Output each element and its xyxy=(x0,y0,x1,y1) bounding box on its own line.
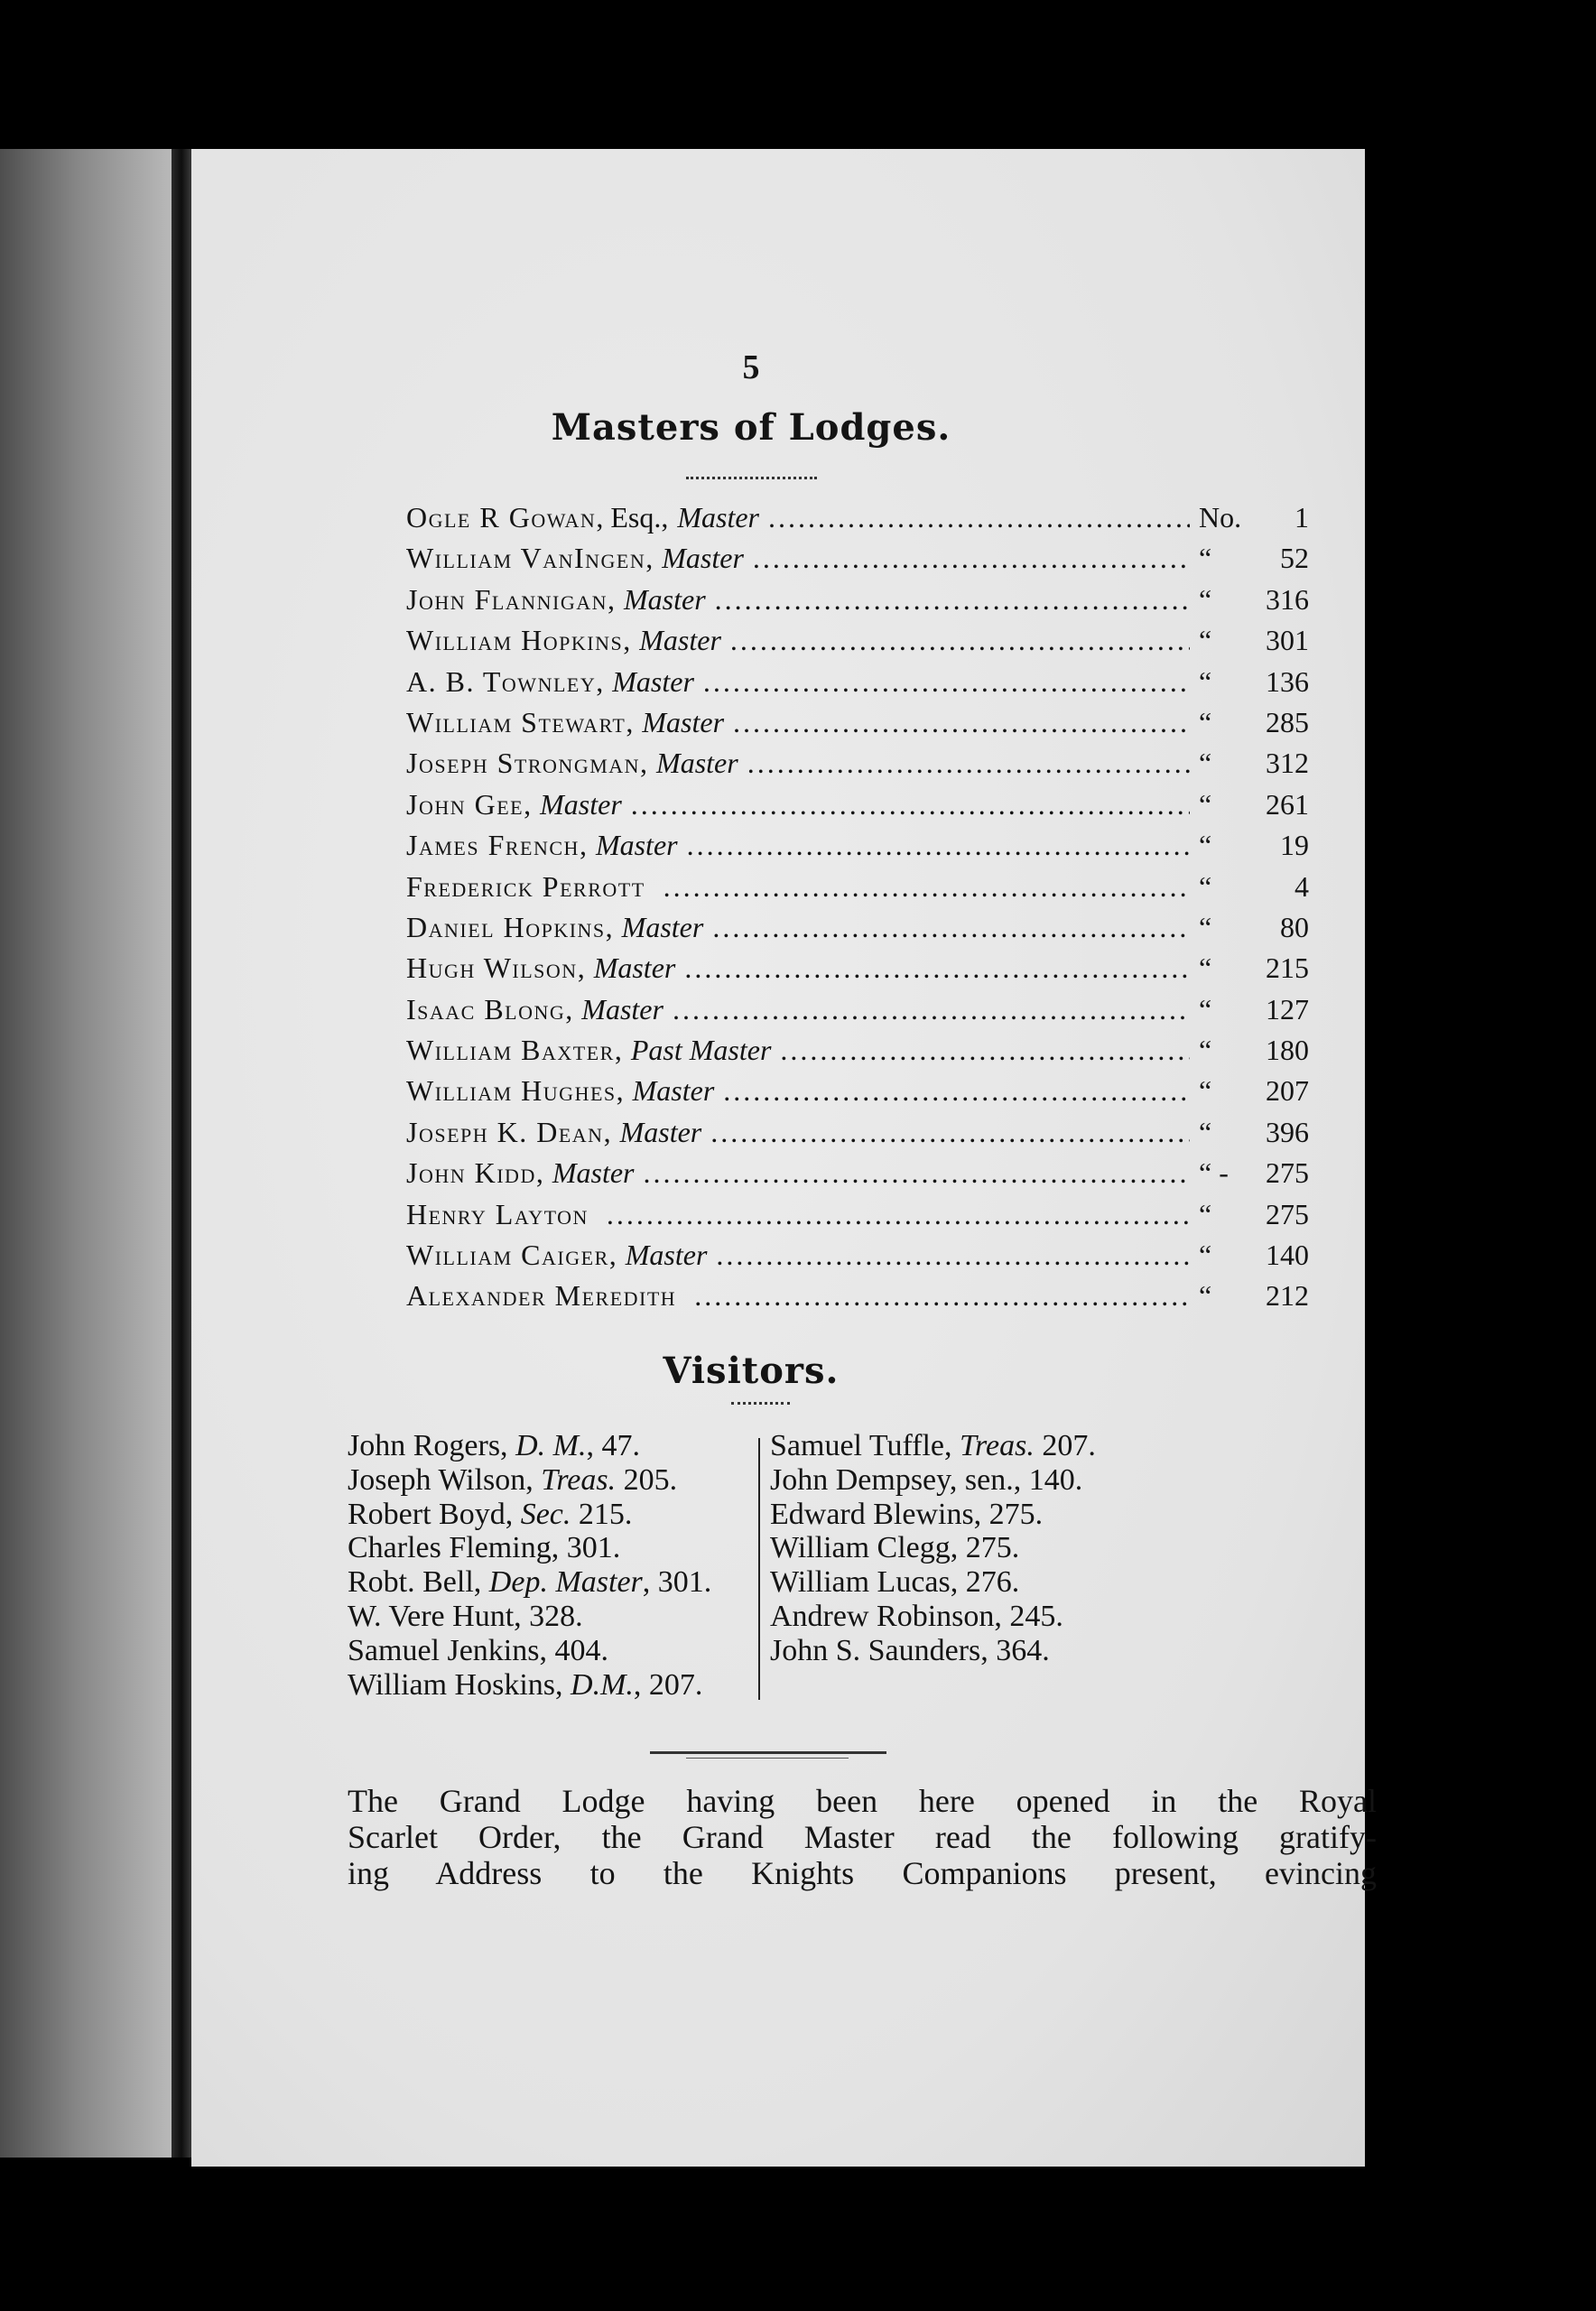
master-suffix: , xyxy=(645,542,654,575)
page-number: 5 xyxy=(742,348,760,386)
leader-dots xyxy=(710,1116,1190,1149)
master-row xyxy=(406,583,1309,624)
lodge-no-mark: No. xyxy=(1199,501,1242,534)
visitor-name: William Clegg, 275. xyxy=(770,1531,1020,1565)
master-row xyxy=(406,829,1309,869)
visitor-name: William Lucas, 276. xyxy=(770,1565,1020,1600)
lodge-no-mark: “ xyxy=(1199,1239,1212,1272)
column-divider xyxy=(758,1438,760,1700)
paragraph-line: ing Address to the Knights Companions present, evincing xyxy=(348,1855,1377,1891)
master-suffix: , xyxy=(535,1156,543,1190)
lodge-number: 180 xyxy=(1266,1034,1309,1067)
master-suffix: , xyxy=(614,1034,622,1067)
lodge-number: 140 xyxy=(1266,1239,1309,1272)
master-title: Master xyxy=(639,624,721,657)
master-name: A. B. Townley xyxy=(406,664,597,698)
master-suffix: , xyxy=(626,705,634,738)
master-row xyxy=(406,1279,1309,1320)
master-title: Master xyxy=(632,1074,715,1108)
master-name: Joseph Strongman xyxy=(406,747,641,780)
visitor-name: Andrew Robinson, 245. xyxy=(770,1599,1063,1633)
master-suffix: , xyxy=(579,829,587,862)
leader-dots xyxy=(631,788,1190,821)
master-title: Master xyxy=(656,747,738,780)
visitor-row xyxy=(770,1498,1393,1532)
lodge-no-mark: “ xyxy=(1199,664,1212,698)
master-title: Master xyxy=(581,992,663,1026)
master-row xyxy=(406,951,1309,992)
master-title: Master xyxy=(624,582,706,616)
lodge-no-mark: “ xyxy=(1199,910,1212,943)
master-title: Master xyxy=(662,542,744,575)
lodge-number: 301 xyxy=(1266,624,1309,657)
master-name: William VanIngen xyxy=(406,542,646,575)
visitor-row xyxy=(770,1531,1393,1565)
lodge-no-mark: “ xyxy=(1199,1197,1212,1230)
lodge-no-mark: “ - xyxy=(1199,1156,1229,1190)
visitor-row xyxy=(348,1668,752,1703)
leader-dots xyxy=(715,583,1190,617)
leader-dots xyxy=(607,1198,1190,1231)
lodge-no-mark: “ xyxy=(1199,705,1212,738)
leader-dots xyxy=(768,501,1190,534)
book-gutter xyxy=(172,149,191,2158)
master-suffix: , xyxy=(565,992,573,1026)
visitor-lodge: , 47. xyxy=(586,1429,640,1462)
master-title: Master xyxy=(540,787,622,821)
lodge-no-mark: “ xyxy=(1199,992,1212,1026)
lodge-number: 136 xyxy=(1266,664,1309,698)
visitor-name: Samuel Jenkins, 404. xyxy=(348,1633,608,1667)
lodge-number: 275 xyxy=(1266,1197,1309,1230)
visitor-name: John S. Saunders, 364. xyxy=(770,1633,1050,1667)
visitor-row xyxy=(348,1531,752,1565)
heading-ornament xyxy=(731,1402,790,1414)
visitor-row xyxy=(770,1429,1393,1463)
master-name: John Gee xyxy=(406,787,524,821)
visitor-name: Charles Fleming, 301. xyxy=(348,1531,621,1565)
master-title: Master xyxy=(552,1156,635,1190)
leader-dots xyxy=(687,829,1190,862)
visitor-name: Robert Boyd, xyxy=(348,1497,521,1531)
visitor-lodge: , 301. xyxy=(642,1565,712,1600)
master-suffix: , xyxy=(623,624,631,657)
lodge-number: 4 xyxy=(1294,869,1309,903)
visitor-lodge: 205. xyxy=(616,1462,678,1497)
master-name: William Hughes xyxy=(406,1074,617,1108)
lodge-no-mark: “ xyxy=(1199,624,1212,657)
visitor-row xyxy=(348,1429,752,1463)
heading-ornament xyxy=(686,477,817,488)
master-suffix: , xyxy=(640,747,648,780)
master-row xyxy=(406,747,1309,787)
leader-dots xyxy=(780,1034,1190,1067)
book-page xyxy=(191,149,1377,2167)
visitor-name: W. Vere Hunt, 328. xyxy=(348,1599,583,1633)
master-name: William Baxter xyxy=(406,1034,615,1067)
master-suffix: , xyxy=(577,951,585,985)
master-suffix: , xyxy=(524,787,532,821)
lodge-no-mark: “ xyxy=(1199,1034,1212,1067)
lodge-no-mark: “ xyxy=(1199,829,1212,862)
masters-heading: Masters of Lodges. xyxy=(551,406,951,449)
master-name: William Hopkins xyxy=(406,624,624,657)
visitors-column-right xyxy=(770,1429,1393,1668)
visitor-row xyxy=(770,1600,1393,1634)
lodge-number: 212 xyxy=(1266,1279,1309,1313)
lodge-number: 312 xyxy=(1266,747,1309,780)
master-name: Isaac Blong xyxy=(406,992,566,1026)
lodge-number: 80 xyxy=(1280,910,1309,943)
paragraph-line: The Grand Lodge having been here opened in the Royal xyxy=(348,1783,1377,1819)
visitors-heading: Visitors. xyxy=(663,1350,840,1392)
visitor-office: Treas. xyxy=(960,1429,1035,1462)
visitor-name: John Dempsey, sen., 140. xyxy=(770,1462,1083,1497)
lodge-number: 261 xyxy=(1266,787,1309,821)
leader-dots xyxy=(643,1156,1190,1190)
lodge-number: 316 xyxy=(1266,582,1309,616)
lodge-number: 215 xyxy=(1266,951,1309,985)
visitor-name: Edward Blewins, 275. xyxy=(770,1497,1044,1531)
master-row xyxy=(406,665,1309,706)
master-row xyxy=(406,624,1309,664)
lodge-number: 275 xyxy=(1266,1156,1309,1190)
master-row xyxy=(406,1034,1309,1074)
leader-dots xyxy=(663,870,1190,904)
master-suffix: , xyxy=(608,1239,617,1272)
visitor-row xyxy=(770,1565,1393,1600)
lodge-number: 207 xyxy=(1266,1074,1309,1108)
master-title: Past Master xyxy=(630,1034,772,1067)
visitor-row xyxy=(770,1634,1393,1668)
leader-dots xyxy=(712,911,1190,944)
leader-dots xyxy=(684,951,1190,985)
lodge-number: 52 xyxy=(1280,542,1309,575)
master-name: Frederick Perrott xyxy=(406,869,645,903)
visitor-name: William Hoskins, xyxy=(348,1667,571,1702)
master-title: Master xyxy=(619,1115,702,1148)
lodge-number: 285 xyxy=(1266,705,1309,738)
master-row xyxy=(406,911,1309,951)
master-title: Master xyxy=(612,664,694,698)
master-name: Henry Layton xyxy=(406,1197,589,1230)
visitor-office: D.M. xyxy=(571,1667,634,1702)
visitor-lodge: 207. xyxy=(1034,1429,1096,1462)
leader-dots xyxy=(753,542,1190,575)
lodge-no-mark: “ xyxy=(1199,951,1212,985)
visitor-office: Sec. xyxy=(520,1497,571,1531)
leader-dots xyxy=(716,1239,1190,1272)
master-title: Master xyxy=(621,910,704,943)
master-row xyxy=(406,706,1309,747)
visitor-row xyxy=(770,1463,1393,1498)
lodge-no-mark: “ xyxy=(1199,787,1212,821)
body-paragraph xyxy=(348,1783,1377,1891)
section-rule xyxy=(650,1751,886,1754)
master-suffix: , xyxy=(605,910,613,943)
lodge-no-mark: “ xyxy=(1199,1115,1212,1148)
lodge-number: 127 xyxy=(1266,992,1309,1026)
master-title: Master xyxy=(677,501,759,534)
visitors-column-left xyxy=(348,1429,752,1702)
lodge-number: 19 xyxy=(1280,829,1309,862)
lodge-no-mark: “ xyxy=(1199,542,1212,575)
master-row xyxy=(406,1074,1309,1115)
leader-dots xyxy=(703,665,1190,699)
master-title: Master xyxy=(595,829,678,862)
visitor-lodge: 215. xyxy=(571,1497,633,1531)
master-name: Hugh Wilson xyxy=(406,951,578,985)
facing-page-edge xyxy=(0,149,172,2158)
master-suffix: , Esq., xyxy=(596,501,669,534)
visitor-name: John Rogers, xyxy=(348,1429,516,1462)
leader-dots xyxy=(723,1074,1190,1108)
leader-dots xyxy=(673,993,1190,1026)
master-suffix: , xyxy=(616,1074,624,1108)
master-name: William Stewart xyxy=(406,705,626,738)
leader-dots xyxy=(747,747,1190,780)
master-name: John Kidd xyxy=(406,1156,536,1190)
master-row xyxy=(406,1239,1309,1279)
master-row xyxy=(406,788,1309,829)
visitor-office: Dep. Master xyxy=(488,1565,643,1600)
lodge-number: 396 xyxy=(1266,1115,1309,1148)
masters-list xyxy=(406,501,1309,1321)
visitor-office: Treas. xyxy=(541,1462,617,1497)
visitor-row xyxy=(348,1463,752,1498)
visitor-lodge: , 207. xyxy=(633,1667,703,1702)
visitor-row xyxy=(348,1565,752,1600)
lodge-number: 1 xyxy=(1294,501,1309,534)
master-name: Alexander Meredith xyxy=(406,1279,677,1313)
master-name: William Caiger xyxy=(406,1239,609,1272)
master-name: Ogle R Gowan xyxy=(406,501,597,534)
visitor-row xyxy=(348,1600,752,1634)
leader-dots xyxy=(730,624,1190,657)
visitor-name: Joseph Wilson, xyxy=(348,1462,542,1497)
visitor-row xyxy=(348,1498,752,1532)
leader-dots xyxy=(694,1279,1190,1313)
master-row xyxy=(406,542,1309,582)
visitor-name: Samuel Tuffle, xyxy=(770,1429,960,1462)
lodge-no-mark: “ xyxy=(1199,1279,1212,1313)
master-suffix: , xyxy=(603,1115,611,1148)
master-row xyxy=(406,870,1309,911)
master-suffix: , xyxy=(608,582,616,616)
lodge-no-mark: “ xyxy=(1199,1074,1212,1108)
master-name: James French xyxy=(406,829,580,862)
leader-dots xyxy=(733,706,1190,739)
master-suffix: , xyxy=(596,664,604,698)
master-row xyxy=(406,501,1309,542)
lodge-no-mark: “ xyxy=(1199,582,1212,616)
visitor-name: Robt. Bell, xyxy=(348,1565,489,1600)
master-row xyxy=(406,993,1309,1034)
master-title: Master xyxy=(642,705,725,738)
paragraph-line: Scarlet Order, the Grand Master read the following gratify- xyxy=(348,1819,1377,1855)
master-name: Joseph K. Dean xyxy=(406,1115,604,1148)
lodge-no-mark: “ xyxy=(1199,747,1212,780)
master-title: Master xyxy=(593,951,676,985)
master-row xyxy=(406,1156,1309,1197)
master-name: John Flannigan xyxy=(406,582,608,616)
master-row xyxy=(406,1116,1309,1156)
master-title: Master xyxy=(625,1239,708,1272)
master-row xyxy=(406,1198,1309,1239)
visitor-row xyxy=(348,1634,752,1668)
master-name: Daniel Hopkins xyxy=(406,910,606,943)
lodge-no-mark: “ xyxy=(1199,869,1212,903)
visitor-office: D. M. xyxy=(515,1429,587,1462)
